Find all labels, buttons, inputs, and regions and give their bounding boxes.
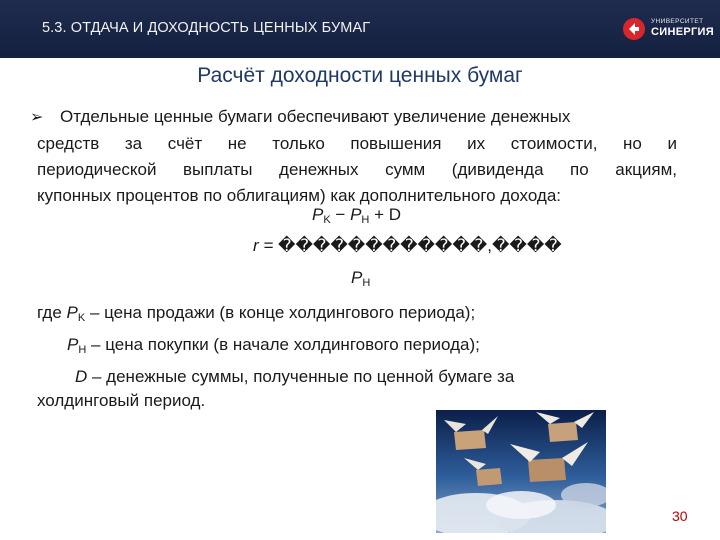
logo-mark-icon [622, 17, 646, 41]
definition-ph [37, 330, 677, 362]
def-d-symbol: D [75, 367, 88, 386]
header-bar [0, 0, 720, 58]
formula-h-subscript: H [361, 214, 370, 226]
formula-ph: P [350, 205, 362, 224]
def-prefix: где [37, 303, 67, 322]
formula-pk: P [312, 205, 324, 224]
intro-paragraph [30, 104, 677, 209]
paragraph-line-4: купонных процентов по облигациям) как дополнительного дохода: [37, 186, 562, 205]
def-pk-symbol: P [66, 303, 78, 322]
formula-den-p: P [351, 268, 363, 287]
definition-pk [37, 298, 677, 330]
formula-main-line [0, 236, 720, 256]
logo-synergy-text: СИНЕРГИЯ [651, 26, 714, 38]
logo-university-text: УНИВЕРСИТЕТ [651, 18, 704, 25]
def-ph-subscript: H [78, 344, 87, 356]
formula-denominator [0, 268, 720, 288]
formula-numerator [0, 205, 720, 225]
definition-d-continued: холдинговый период. [37, 391, 206, 410]
def-pk-subscript: K [77, 312, 86, 324]
formula-minus: − [330, 205, 351, 224]
section-title: 5.3. ОТДАЧА И ДОХОДНОСТЬ ЦЕННЫХ БУМАГ [42, 20, 371, 36]
formula-lhs: r = [253, 236, 279, 255]
synergy-logo [622, 14, 712, 44]
formula-fraction-bar: ������������,���� [278, 236, 562, 255]
paragraph-line-1: Отдельные ценные бумаги обеспечивают увеличение денежных [60, 107, 571, 126]
paragraph-line-2: средств за счёт не только повышения их стоимости, но и [37, 134, 677, 153]
def-ph-symbol: P [67, 335, 79, 354]
formula-k-subscript: K [323, 214, 331, 226]
slide-title: Расчёт доходности ценных бумаг [197, 64, 523, 87]
formula-plus-d: + D [369, 205, 402, 224]
page-number: 30 [672, 508, 688, 524]
flying-money-image [436, 410, 606, 533]
arrow-bullet-icon: ➢ [30, 109, 44, 126]
def-ph-text: – цена покупки (в начале холдингового периода); [86, 335, 480, 354]
definitions-block [37, 298, 677, 416]
formula-den-h-subscript: H [362, 277, 371, 289]
def-pk-text: – цена продажи (в конце холдингового периода); [85, 303, 476, 322]
paragraph-line-3: периодической выплаты денежных сумм (дивиденда по акциям, [37, 160, 677, 179]
def-d-text: – денежные суммы, полученные по ценной бумаге за [87, 367, 515, 386]
